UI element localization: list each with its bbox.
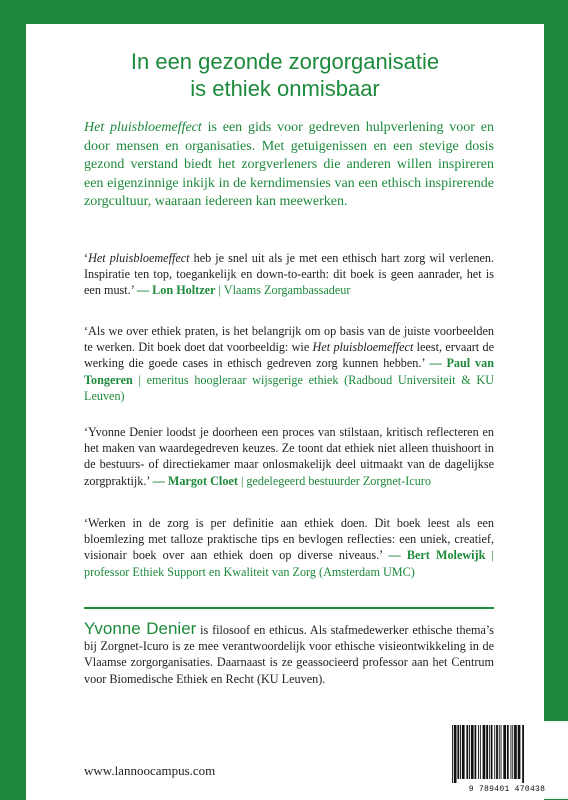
barcode-bar xyxy=(494,725,495,779)
barcode-bar xyxy=(496,725,498,779)
quote-attribution: — Margot Cloet xyxy=(152,473,238,488)
isbn-barcode xyxy=(444,721,568,799)
barcode-bar xyxy=(457,725,459,779)
quote-text: leest, ervaart de werking die goede cases in ethisch gedreven zorg kunnen hebben.’ xyxy=(84,340,494,371)
back-cover-panel xyxy=(26,24,544,800)
quote-molewijk xyxy=(84,515,494,580)
quote-role: | emeritus hoogleraar wijsgerige ethiek (Radboud Universiteit & KU Leuven) xyxy=(84,372,494,403)
barcode-bar xyxy=(518,725,521,779)
barcode-bar xyxy=(514,725,517,779)
publisher-website: www.lannoocampus.com xyxy=(84,763,216,778)
barcode-bar xyxy=(462,725,465,779)
quote-attribution: — Bert Molewijk xyxy=(388,548,486,563)
barcode-bar xyxy=(480,725,481,779)
barcode-bar xyxy=(469,725,470,779)
barcode-bar xyxy=(507,725,509,779)
quote-text: heb je snel uit als je met een ethisch hart zorg wil verlenen. Inspiratie ten top, toegankelijk en down-to-earth: dit boek is geen aanrader, het is een must.’ xyxy=(84,251,494,298)
barcode-bars xyxy=(444,721,568,783)
section-divider xyxy=(84,607,494,609)
barcode-bar xyxy=(483,725,486,779)
isbn-number: 9 789401 470438 xyxy=(468,785,546,794)
headline xyxy=(26,48,544,102)
quote-book-title: Het pluisbloemeffect xyxy=(88,251,190,265)
author-bio xyxy=(84,621,494,687)
barcode-bar xyxy=(452,725,453,783)
barcode-bar xyxy=(511,725,512,779)
barcode-bar xyxy=(512,725,513,779)
barcode-bar xyxy=(466,725,468,779)
author-bio-text: is filosoof en ethicus. Als stafmedewerker ethische thema’s bij Zorgnet-Icuro is ze mee verantwoordelijk voor ethische visieontwikkeling in de Vlaamse zorgorganisaties. Daarnaast is ze geassocieerd professor aan het Centrum voor Biomedische Ethiek en Recht (KU Leuven). xyxy=(84,623,494,686)
intro-paragraph xyxy=(84,119,494,212)
barcode-bar xyxy=(503,725,506,779)
cover-border-right xyxy=(544,0,568,800)
quote-book-title: Het pluisbloemeffect xyxy=(312,340,414,355)
barcode-bar xyxy=(475,725,477,779)
quote-open-mark: ‘ xyxy=(84,251,89,265)
quote-text: ‘Yvonne Denier loodst je doorheen een proces van stilstaan, kritisch reflecteren en het maken van waardegedreven keuzes. Ze toont dat ethiek niet alleen thuishoort in de bestuurs- of directiekamer maar onlosmakelijk deel uitmaakt van de dagelijkse zorgpraktijk.’ xyxy=(84,425,494,488)
quote-cloet xyxy=(84,424,494,489)
headline-line-2: is ethiek onmisbaar xyxy=(190,76,380,101)
intro-book-title: Het pluisbloemeffect xyxy=(84,120,202,135)
quote-attribution: — Lon Holtzer xyxy=(136,283,216,298)
cover-border-left xyxy=(0,0,26,800)
barcode-bar xyxy=(522,725,524,783)
barcode-bar xyxy=(491,725,493,779)
quote-text: ‘Werken in de zorg is per definitie aan ethiek doen. Dit boek leest als een bloemlezing met talloze praktische tips en bevlogen reflecties: een uniek, creatief, visionair boek over aan ethiek doen op diverse niveaus.’ xyxy=(84,516,494,563)
intro-text: is een gids voor gedreven hulpverlening voor en door mensen en organisaties. Met getuigenissen en een stevige dosis gezond verstand biedt het zorgverleners die anderen willen inspireren een eigenzinnige inkijk in de kerndimensies van een ethisch inspirerende zorgcultuur, waaraan iedereen kan meewerken. xyxy=(84,120,494,209)
quote-text-before: ‘Als we over ethiek praten, is het belangrijk om op basis van de juiste voorbeelden te werken. Dit boek doet dat voorbeeldig: wie xyxy=(84,324,494,355)
barcode-bar xyxy=(471,725,474,779)
quote-van-tongeren xyxy=(84,323,494,404)
quote-holtzer xyxy=(84,250,494,299)
barcode-bar xyxy=(501,725,502,779)
author-name: Yvonne Denier xyxy=(84,619,197,638)
barcode-bar xyxy=(460,725,461,779)
barcode-bar xyxy=(478,725,479,779)
barcode-bar xyxy=(454,725,457,783)
barcode-bar xyxy=(489,725,490,779)
quote-role: | gedelegeerd bestuurder Zorgnet-Icuro xyxy=(237,473,431,488)
quote-attribution: — Paul van Tongeren xyxy=(84,356,494,387)
quote-role: | Vlaams Zorgambassadeur xyxy=(215,283,351,298)
quote-role: | professor Ethiek Support en Kwaliteit van Zorg (Amsterdam UMC) xyxy=(84,548,494,579)
barcode-bar xyxy=(499,725,500,779)
barcode-bar xyxy=(486,725,488,779)
cover-border-top xyxy=(0,0,568,24)
headline-line-1: In een gezonde zorgorganisatie xyxy=(130,49,440,74)
